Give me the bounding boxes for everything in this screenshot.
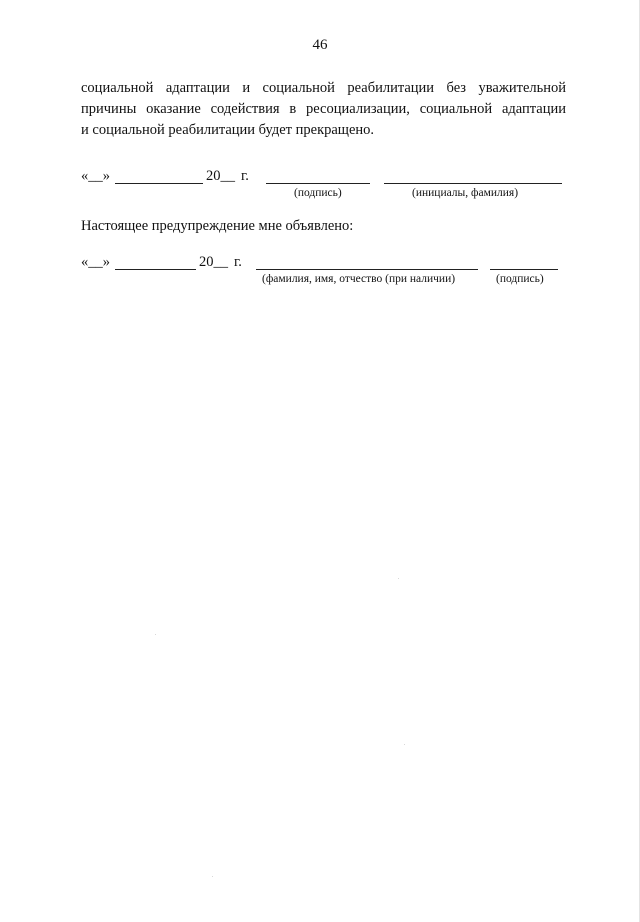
page-number: 46	[312, 37, 328, 53]
date-year-suffix: г.	[234, 254, 242, 270]
date-month-line	[115, 183, 203, 184]
date-month-line	[115, 269, 196, 270]
body-paragraph	[81, 78, 566, 141]
signature-line	[490, 269, 558, 270]
date-year-prefix: 20__	[206, 168, 235, 184]
scan-speck	[155, 634, 156, 635]
date-year-prefix: 20__	[199, 254, 228, 270]
announcement-text: Настоящее предупреждение мне объявлено:	[81, 218, 354, 234]
caption-signature: (подпись)	[496, 273, 544, 285]
fullname-line	[256, 269, 478, 270]
initials-line	[384, 183, 562, 184]
paragraph-line-3: и социальной реабилитации будет прекращено.	[81, 122, 375, 138]
paragraph-line-2: причины оказание содействия в ресоциализации, социальной адаптации	[81, 101, 566, 117]
scan-speck	[398, 578, 399, 579]
caption-signature: (подпись)	[294, 187, 342, 199]
caption-fullname: (фамилия, имя, отчество (при наличии)	[262, 273, 456, 285]
caption-initials: (инициалы, фамилия)	[412, 187, 519, 199]
date-year-suffix: г.	[241, 168, 249, 184]
scan-speck	[212, 876, 213, 877]
scan-speck	[404, 744, 405, 745]
date-day-placeholder: «__»	[81, 168, 110, 184]
paragraph-line-1: социальной адаптации и социальной реабилитации без уважительной	[81, 80, 566, 96]
signature-line	[266, 183, 370, 184]
date-day-placeholder: «__»	[81, 254, 110, 270]
